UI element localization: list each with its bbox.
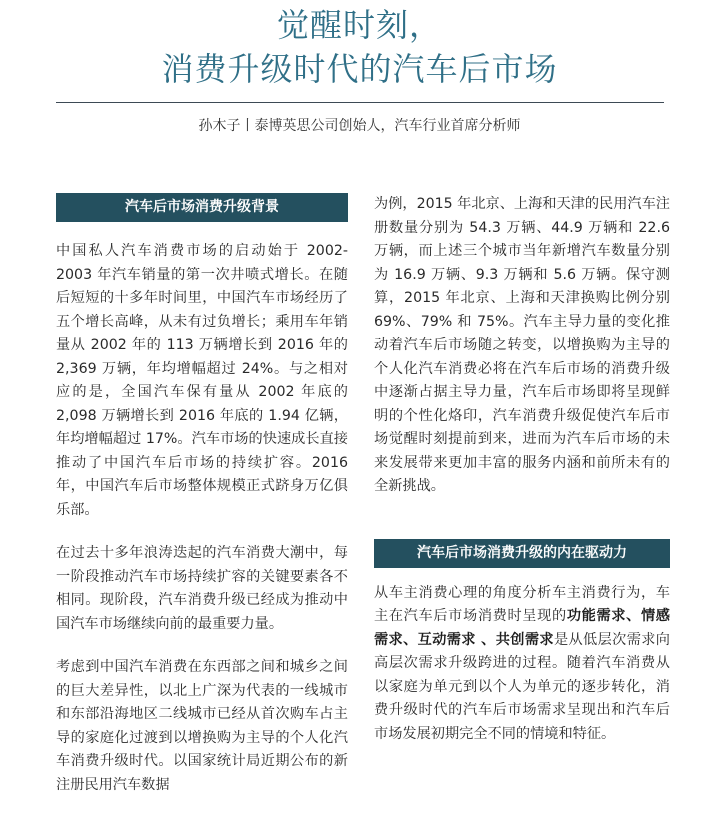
left-column: [56, 193, 348, 797]
paragraph-text: 从车主消费心理的角度分析车主消费行为，车主在汽车后市场消费时呈现的: [374, 584, 670, 624]
section-heading-background: 汽车后市场消费升级背景: [56, 193, 348, 222]
body-paragraph: 考虑到中国汽车消费在东西部之间和城乡之间的巨大差异性，以北上广深为代表的一线城市和东部沿海地区二线城市已经从首次购车占主导的家庭化过渡到以增换购为主导的个人化汽车消费升级时代。以国家统计局近期公布的新注册民用汽车数据: [56, 659, 348, 793]
paragraph-gap: [56, 636, 348, 656]
article-title-line1: 觉醒时刻，: [276, 6, 442, 44]
title-divider: [56, 102, 664, 103]
emphasis-text: 功能需求、情感需求、互动需求 、共创需求: [374, 608, 670, 648]
right-column: [374, 193, 670, 746]
paragraph-text: 是从低层次需求向高层次需求升级跨进的过程。随着汽车消费从以家庭为单元到以个人为单元的逐步转化，消费升级时代的汽车后市场需求呈现出和汽车后市场发展初期完全不同的情境和特征。: [374, 631, 670, 742]
paragraph-gap: [56, 522, 348, 542]
author-byline: 孙木子丨泰博英思公司创始人，汽车行业首席分析师: [198, 118, 521, 134]
body-paragraph: 为例，2015 年北京、上海和天津的民用汽车注册数量分别为 54.3 万辆、44.9 万辆和 22.6 万辆，而上述三个城市当年新增汽车数量分别为 16.9 万辆、9.3 万辆和 5.6 万辆。保守测算，2015 年北京、上海和天津换购比例分别 69%、79% 和 75%。汽车主导力量的变化推动着汽车后市场随之转变，以增换购为主导的个人化汽车消费必将在汽车后市场的消费升级中逐渐占据主导力量，汽车后市场即将呈现鲜明的个性化烙印，汽车消费升级促使汽车后市场觉醒时刻提前到来，进而为汽车后市场的未来发展带来更加丰富的服务内涵和前所未有的全新挑战。: [374, 196, 670, 494]
section-heading-drivers: 汽车后市场消费升级的内在驱动力: [374, 539, 670, 568]
article-title-line2: 消费升级时代的汽车后市场: [161, 50, 558, 88]
body-paragraph: 在过去十多年浪涛迭起的汽车消费大潮中，每一阶段推动汽车市场持续扩容的关键要素各不相同。现阶段，汽车消费升级已经成为推动中国汽车市场继续向前的最重要力量。: [56, 545, 348, 632]
body-paragraph: 中国私人汽车消费市场的启动始于 2002-2003 年汽车销量的第一次井喷式增长。在随后短短的十多年时间里，中国汽车市场经历了五个增长高峰，从未有过负增长；乘用车年销量从 2002 年的 113 万辆增长到 2016 年的 2,369 万辆，年均增幅超过 24%。与之相对应的是，全国汽车保有量从 2002 年底的 2,098 万辆增长到 2016 年底的 1.94 亿辆，年均增幅超过 17%。汽车市场的快速成长直接推动了中国汽车后市场的持续扩容。2016 年，中国汽车后市场整体规模正式跻身万亿俱乐部。: [56, 243, 348, 518]
body-paragraph: [374, 582, 670, 747]
